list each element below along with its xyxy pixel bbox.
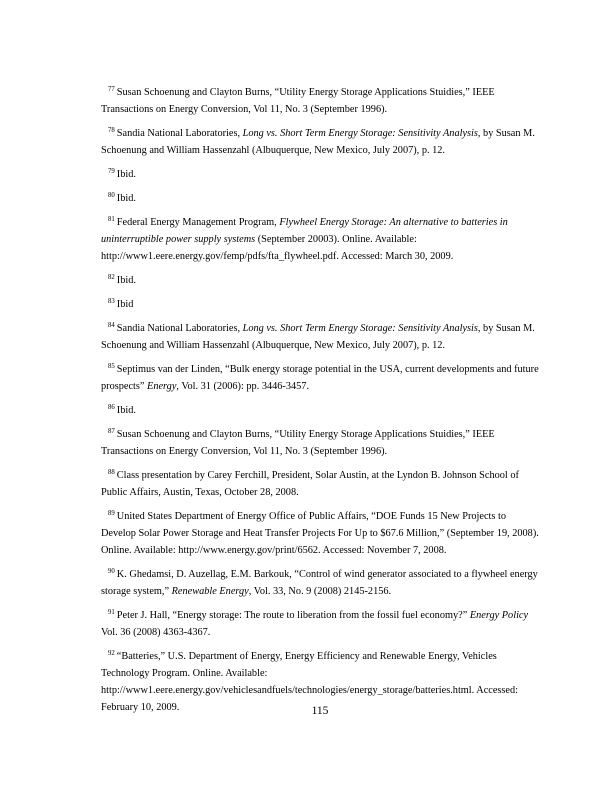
footnote-81 bbox=[101, 214, 539, 265]
footnote-marker: 86 bbox=[108, 403, 115, 411]
footnote-text: Ibid. bbox=[116, 275, 136, 286]
footnote-text: (September 20003). Online. Available: http://www1.eere.energy.gov/femp/pdfs/fta_flywheel.pdf. Accessed: March 30, 2009. bbox=[101, 234, 454, 262]
footnote-text: Peter J. Hall, “Energy storage: The route to liberation from the fossil fuel economy?” bbox=[116, 610, 470, 621]
footnote-text: Sandia National Laboratories, bbox=[116, 323, 243, 334]
footnote-marker: 80 bbox=[108, 191, 115, 199]
footnote-title-italic: Renewable Energy bbox=[171, 586, 249, 597]
footnote-91 bbox=[101, 607, 539, 641]
footnote-86 bbox=[101, 402, 539, 419]
footnote-text: Septimus van der Linden, “Bulk energy storage potential in the USA, current developments and future prospects” bbox=[101, 364, 539, 392]
footnote-text: Ibid. bbox=[116, 193, 136, 204]
footnote-text: Ibid. bbox=[116, 405, 136, 416]
footnote-text: Ibid. bbox=[116, 169, 136, 180]
footnote-title-italic: Energy Policy bbox=[469, 610, 529, 621]
footnote-marker: 92 bbox=[108, 649, 115, 657]
footnote-marker: 88 bbox=[108, 468, 115, 476]
footnote-title-italic: Flywheel Energy Storage: An alternative to batteries in uninterruptible power supply systems bbox=[101, 217, 508, 245]
footnote-84 bbox=[101, 320, 539, 354]
footnote-text: Federal Energy Management Program, bbox=[116, 217, 280, 228]
footnote-text: Ibid bbox=[116, 299, 134, 310]
footnote-text: , Vol. 31 (2006): pp. 3446-3457. bbox=[176, 381, 310, 392]
footnote-marker: 89 bbox=[108, 509, 115, 517]
footnote-85 bbox=[101, 361, 539, 395]
footnote-78 bbox=[101, 125, 539, 159]
footnote-87 bbox=[101, 426, 539, 460]
footnote-title-italic: Long vs. Short Term Energy Storage: Sensitivity Analysis bbox=[242, 323, 478, 334]
footnote-marker: 91 bbox=[108, 608, 115, 616]
footnote-text: Sandia National Laboratories, bbox=[116, 128, 243, 139]
footnote-marker: 87 bbox=[108, 427, 115, 435]
footnote-marker: 79 bbox=[108, 167, 115, 175]
footnote-title-italic: Long vs. Short Term Energy Storage: Sensitivity Analysis bbox=[242, 128, 478, 139]
footnote-90 bbox=[101, 566, 539, 600]
footnote-83 bbox=[101, 296, 539, 313]
footnote-marker: 83 bbox=[108, 297, 115, 305]
footnote-77 bbox=[101, 84, 539, 118]
footnote-title-italic: Energy bbox=[147, 381, 177, 392]
footnote-text: , by Susan M. Schoenung and William Hassenzahl (Albuquerque, New Mexico, July 2007), p. 12. bbox=[101, 128, 535, 156]
footnote-text: Susan Schoenung and Clayton Burns, “Utility Energy Storage Applications Stuidies,” IEEE Transactions on Energy Conversion, Vol 11, No. 3 (September 1996). bbox=[101, 87, 495, 115]
footnote-text: , Vol. 33, No. 9 (2008) 2145-2156. bbox=[248, 586, 392, 597]
footnote-marker: 81 bbox=[108, 215, 115, 223]
footnote-79 bbox=[101, 166, 539, 183]
footnote-text: K. Ghedamsi, D. Auzellag, E.M. Barkouk, “Control of wind generator associated to a flywheel energy storage system,” bbox=[101, 569, 538, 597]
footnote-88 bbox=[101, 467, 539, 501]
footnote-text: , by Susan M. Schoenung and William Hassenzahl (Albuquerque, New Mexico, July 2007), p. 12. bbox=[101, 323, 535, 351]
footnote-marker: 90 bbox=[108, 567, 115, 575]
footnote-89 bbox=[101, 508, 539, 559]
footnote-text: Vol. 36 (2008) 4363-4367. bbox=[101, 627, 211, 638]
footnote-text: Susan Schoenung and Clayton Burns, “Utility Energy Storage Applications Stuidies,” IEEE Transactions on Energy Conversion, Vol 11, No. 3 (September 1996). bbox=[101, 429, 495, 457]
footnote-text: United States Department of Energy Office of Public Affairs, “DOE Funds 15 New Projects to Develop Solar Power Storage and Heat Transfer Projects For Up to $67.6 Million,” (September 19, 2008). Online. Available: http://www.energy.gov/print/6562. Accessed: November 7, 2008. bbox=[101, 511, 539, 556]
footnote-marker: 78 bbox=[108, 126, 115, 134]
footnote-marker: 77 bbox=[108, 85, 115, 93]
footnote-text: Class presentation by Carey Ferchill, President, Solar Austin, at the Lyndon B. Johnson School of Public Affairs, Austin, Texas, October 28, 2008. bbox=[101, 470, 519, 498]
footnote-text: “Batteries,” U.S. Department of Energy, Energy Efficiency and Renewable Energy, Vehicles Technology Program. Online. Available: http://www1.eere.energy.gov/vehiclesandfuels/technologies/energy_storage/batteries.html. Accessed: February 10, 2009. bbox=[101, 651, 518, 713]
footnote-marker: 82 bbox=[108, 273, 115, 281]
footnote-82 bbox=[101, 272, 539, 289]
footnote-marker: 84 bbox=[108, 321, 115, 329]
footnotes-section bbox=[101, 84, 539, 716]
page-number: 115 bbox=[311, 705, 329, 717]
footnote-marker: 85 bbox=[108, 362, 115, 370]
footnote-80 bbox=[101, 190, 539, 207]
